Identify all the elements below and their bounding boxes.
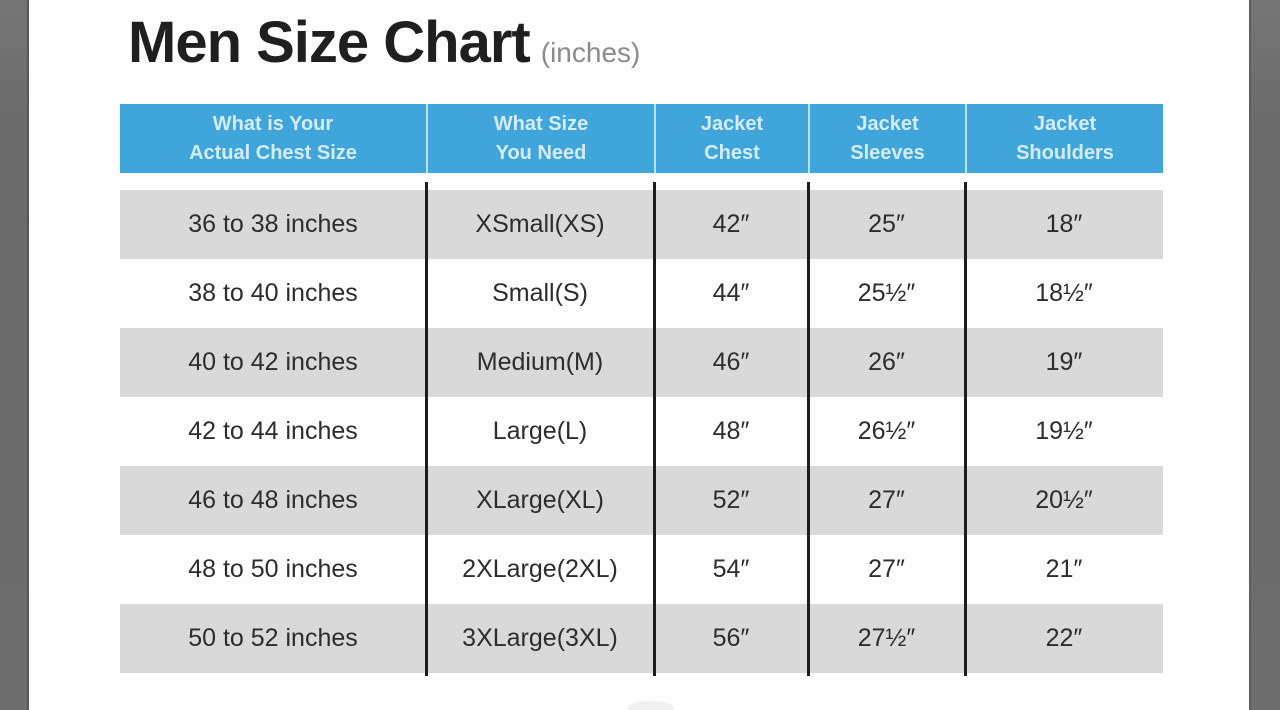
table-row xyxy=(120,535,1163,604)
table-body xyxy=(120,190,1163,673)
header-label-line: Chest xyxy=(704,141,760,164)
letterbox-left xyxy=(0,0,29,710)
cell-chest-size: 42 to 44 inches xyxy=(188,417,358,445)
header-label-line: Jacket xyxy=(1033,112,1097,135)
cell-chest-size: 38 to 40 inches xyxy=(188,279,358,307)
size-chart-table xyxy=(120,104,1163,673)
cell-jacket-sleeves: 26″ xyxy=(868,348,905,376)
cell-chest-size: 36 to 38 inches xyxy=(188,210,358,238)
cell-size-needed: XLarge(XL) xyxy=(476,486,604,514)
column-divider-line xyxy=(807,182,810,676)
cell-jacket-sleeves: 26½″ xyxy=(857,417,916,445)
cell-jacket-chest: 56″ xyxy=(712,624,750,652)
header-label-line: What is Your xyxy=(212,112,334,135)
column-divider-line xyxy=(653,182,656,676)
cell-size-needed: 3XLarge(3XL) xyxy=(462,624,618,652)
cell-jacket-shoulders: 22″ xyxy=(1045,624,1083,652)
cell-jacket-chest: 42″ xyxy=(712,210,750,238)
page-title xyxy=(128,12,640,74)
cell-jacket-shoulders: 20½″ xyxy=(1035,486,1093,514)
cell-jacket-chest: 54″ xyxy=(712,555,750,583)
header-cell-jacket-shoulders xyxy=(965,104,1163,173)
bottom-artifact xyxy=(628,701,674,710)
cell-jacket-sleeves: 25½″ xyxy=(857,279,916,307)
cell-size-needed: XSmall(XS) xyxy=(475,210,605,238)
cell-chest-size: 50 to 52 inches xyxy=(188,624,358,652)
cell-size-needed: 2XLarge(2XL) xyxy=(462,555,618,583)
cell-jacket-chest: 48″ xyxy=(712,417,750,445)
table-header-row xyxy=(120,104,1163,173)
header-cell-jacket-sleeves xyxy=(808,104,965,173)
column-divider-line xyxy=(425,182,428,676)
letterbox-right xyxy=(1249,0,1280,710)
cell-jacket-shoulders: 19″ xyxy=(1045,348,1083,376)
cell-jacket-chest: 44″ xyxy=(712,279,750,307)
title-units-label: (inches) xyxy=(540,37,641,68)
cell-jacket-chest: 46″ xyxy=(712,348,750,376)
cell-chest-size: 48 to 50 inches xyxy=(188,555,358,583)
cell-jacket-sleeves: 27″ xyxy=(868,555,905,583)
table-row xyxy=(120,397,1163,466)
header-label-line: Actual Chest Size xyxy=(189,141,357,164)
cell-chest-size: 46 to 48 inches xyxy=(188,486,358,514)
header-label-line: Jacket xyxy=(856,112,919,135)
cell-jacket-chest: 52″ xyxy=(712,486,750,514)
table-row xyxy=(120,328,1163,397)
cell-jacket-shoulders: 21″ xyxy=(1045,555,1083,583)
table-row xyxy=(120,259,1163,328)
title-text: Men Size Chart xyxy=(128,10,530,75)
cell-size-needed: Large(L) xyxy=(492,417,588,445)
cell-jacket-shoulders: 19½″ xyxy=(1035,417,1093,445)
header-label-line: Sleeves xyxy=(850,141,925,164)
header-label-line: What Size xyxy=(493,112,589,135)
cell-jacket-shoulders: 18½″ xyxy=(1035,279,1093,307)
cell-jacket-sleeves: 25″ xyxy=(868,210,905,238)
cell-size-needed: Small(S) xyxy=(492,279,588,307)
header-label-line: Jacket xyxy=(700,112,764,135)
table-row xyxy=(120,604,1163,673)
header-label-line: You Need xyxy=(495,141,587,164)
header-label-line: Shoulders xyxy=(1016,141,1114,164)
cell-jacket-sleeves: 27″ xyxy=(868,486,905,514)
header-cell-chest-size xyxy=(120,104,426,173)
header-cell-size-needed xyxy=(426,104,654,173)
cell-jacket-sleeves: 27½″ xyxy=(857,624,916,652)
cell-jacket-shoulders: 18″ xyxy=(1045,210,1083,238)
table-row xyxy=(120,466,1163,535)
table-row xyxy=(120,190,1163,259)
header-cell-jacket-chest xyxy=(654,104,808,173)
cell-chest-size: 40 to 42 inches xyxy=(188,348,358,376)
column-divider-line xyxy=(964,182,967,676)
cell-size-needed: Medium(M) xyxy=(476,348,604,376)
